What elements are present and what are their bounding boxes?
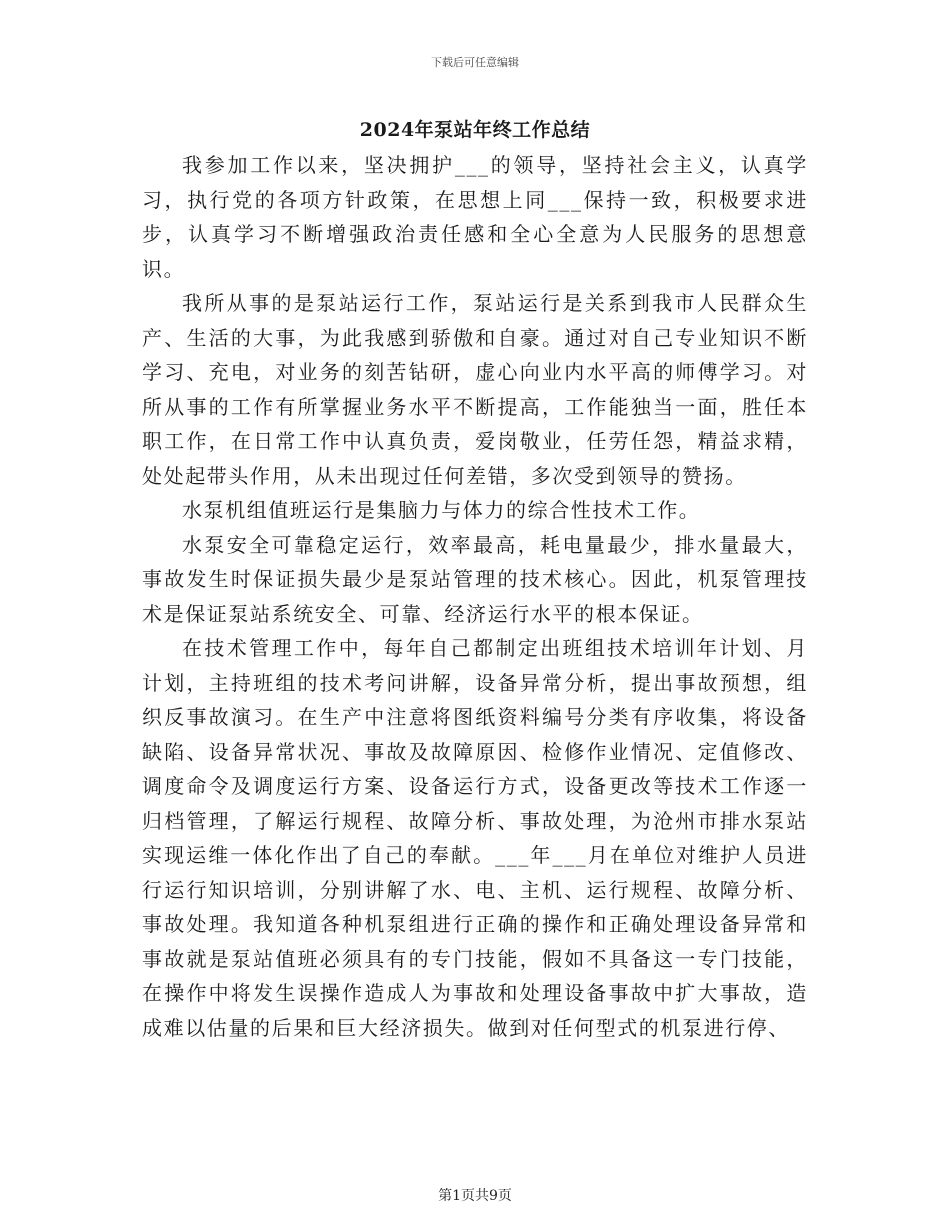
page-footer-number: 第1页共9页 xyxy=(438,1188,512,1204)
paragraph-2: 我所从事的是泵站运行工作，泵站运行是关系到我市人民群众生产、生活的大事，为此我感到骄傲和自豪。通过对自己专业知识不断学习、充电，对业务的刻苦钻研，虚心向业内水平高的师傅学习。对所从事的工作有所掌握业务水平不断提高，工作能独当一面，胜任本职工作，在日常工作中认真负责，爱岗敬业，任劳任怨，精益求精，处处起带头作用，从未出现过任何差错，多次受到领导的赞扬。 xyxy=(142,291,808,488)
document-title: 2024年泵站年终工作总结 xyxy=(359,119,591,141)
page-header-note: 下载后可任意编辑 xyxy=(431,56,519,69)
paragraph-5: 在技术管理工作中，每年自己都制定出班组技术培训年计划、月计划，主持班组的技术考问讲解，设备异常分析，提出事故预想，组织反事故演习。在生产中注意将图纸资料编号分类有序收集，将设备缺陷、设备异常状况、事故及故障原因、检修作业情况、定值修改、调度命令及调度运行方案、设备运行方式，设备更改等技术工作逐一归档管理，了解运行规程、故障分析、事故处理，为沧州市排水泵站实现运维一体化作出了自己的奉献。___年___月在单位对维护人员进行运行知识培训，分别讲解了水、电、主机、运行规程、故障分析、事故处理。我知道各种机泵组进行正确的操作和正确处理设备异常和事故就是泵站值班必须具有的专门技能，假如不具备这一专门技能，在操作中将发生误操作造成人为事故和处理设备事故中扩大事故，造成难以估量的后果和巨大经济损失。做到对任何型式的机泵进行停、 xyxy=(142,636,808,1040)
document-body xyxy=(142,148,808,1045)
paragraph-3: 水泵机组值班运行是集脑力与体力的综合性技术工作。 xyxy=(182,498,701,522)
paragraph-4: 水泵安全可靠稳定运行，效率最高，耗电量最少，排水量最大，事故发生时保证损失最少是泵站管理的技术核心。因此，机泵管理技术是保证泵站系统安全、可靠、经济运行水平的根本保证。 xyxy=(142,532,808,626)
paragraph-1: 我参加工作以来，坚决拥护___的领导，坚持社会主义，认真学习，执行党的各项方针政策，在思想上同___保持一致，积极要求进步，认真学习不断增强政治责任感和全心全意为人民服务的思想意识。 xyxy=(142,153,808,281)
